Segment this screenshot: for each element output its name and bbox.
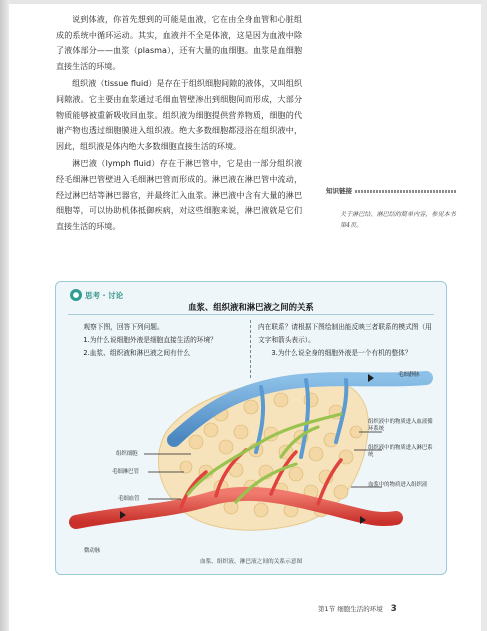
knowledge-link-sidebar	[326, 186, 456, 231]
sidebar-heading: 知识链接	[326, 187, 352, 195]
question-3: 3.为什么说全身的细胞外液是一个有机的整体？	[271, 349, 412, 357]
label-tissue-to-blood: 组织液中的物质进入血液循环系统	[368, 419, 433, 432]
paragraph-lymph: 淋巴液（lymph fluid）存在于淋巴管中，它是由一部分组织液经毛细淋巴管壁进入毛细淋巴管而形成的。淋巴液在淋巴管中流动，经过淋巴结等淋巴器官，并最终汇入血浆。淋巴液中含有大量的淋巴细胞等，可以协助机体抵御疾病，对这些细胞来说，淋巴液就是它们直接生活的环境。	[56, 159, 302, 231]
page-right-edge	[481, 0, 487, 631]
discussion-title: 血浆、组织液和淋巴液之间的关系	[188, 302, 314, 312]
label-plasma-to-tissue: 血浆中的物质进入组织液	[368, 482, 428, 488]
label-blood-capillary: 毛细血管	[118, 496, 140, 502]
question-1: 1.为什么说细胞外液是细胞直接生活的环境？	[83, 336, 217, 344]
discussion-label: 思考 · 讨论	[85, 291, 124, 300]
question-intro: 观察下图，回答下列问题。	[83, 323, 164, 331]
question-2-start: 2.血浆、组织液和淋巴液之间有什么	[83, 349, 191, 357]
sidebar-note: 关于淋巴结、淋巴结的简单内容，参见本书第4页。	[340, 211, 456, 229]
label-lymph-capillary: 毛细淋巴管	[112, 469, 139, 475]
main-body-text	[56, 12, 302, 234]
label-tissue-cell: 组织细胞	[116, 451, 138, 457]
question-2-continued: 内在联系？请根据下图绘制出能反映三者联系的模式图（用文字和箭头表示）。	[258, 323, 432, 344]
label-tissue-to-lymph: 组织液中的物质进入淋巴系统	[368, 445, 433, 458]
discussion-box	[55, 281, 447, 575]
footer-section: 第1节 细胞生活的环境	[318, 605, 383, 613]
label-venule: 毛细静脉	[398, 372, 420, 378]
page-top-edge	[0, 0, 487, 4]
paragraph-tissue-fluid: 组织液（tissue fluid）是存在于组织细胞间隙的液体，又叫组织间隙液。它主要由血浆通过毛细血管壁渗出到细胞间而形成，大部分物质能够被重新吸收回血浆。组织液为细胞提供营养物质，细胞的代谢产物也透过细胞膜进入组织液。绝大多数细胞都浸浴在组织液中，因此，组织液是体内绝大多数细胞直接生活的环境。	[56, 79, 302, 151]
page-binding-edge	[0, 0, 9, 631]
page-footer	[318, 604, 397, 614]
discussion-bulb-icon: ●	[70, 289, 82, 301]
sidebar-dotted-rule	[355, 190, 456, 193]
paragraph-plasma: 说到体液，你首先想到的可能是血液，它在由全身血管和心脏组成的系统中循环运动。其实，血液并不全是体液，这是因为血液中除了液体部分——血浆（plasma），还有大量的血细胞。血浆是血细胞直接生活的环境。	[56, 15, 302, 71]
page-number: 3	[390, 604, 397, 614]
diagram-caption: 血浆、组织液、淋巴液之间的关系示意图	[199, 559, 303, 565]
label-arteriole: 微动脉	[84, 548, 101, 554]
